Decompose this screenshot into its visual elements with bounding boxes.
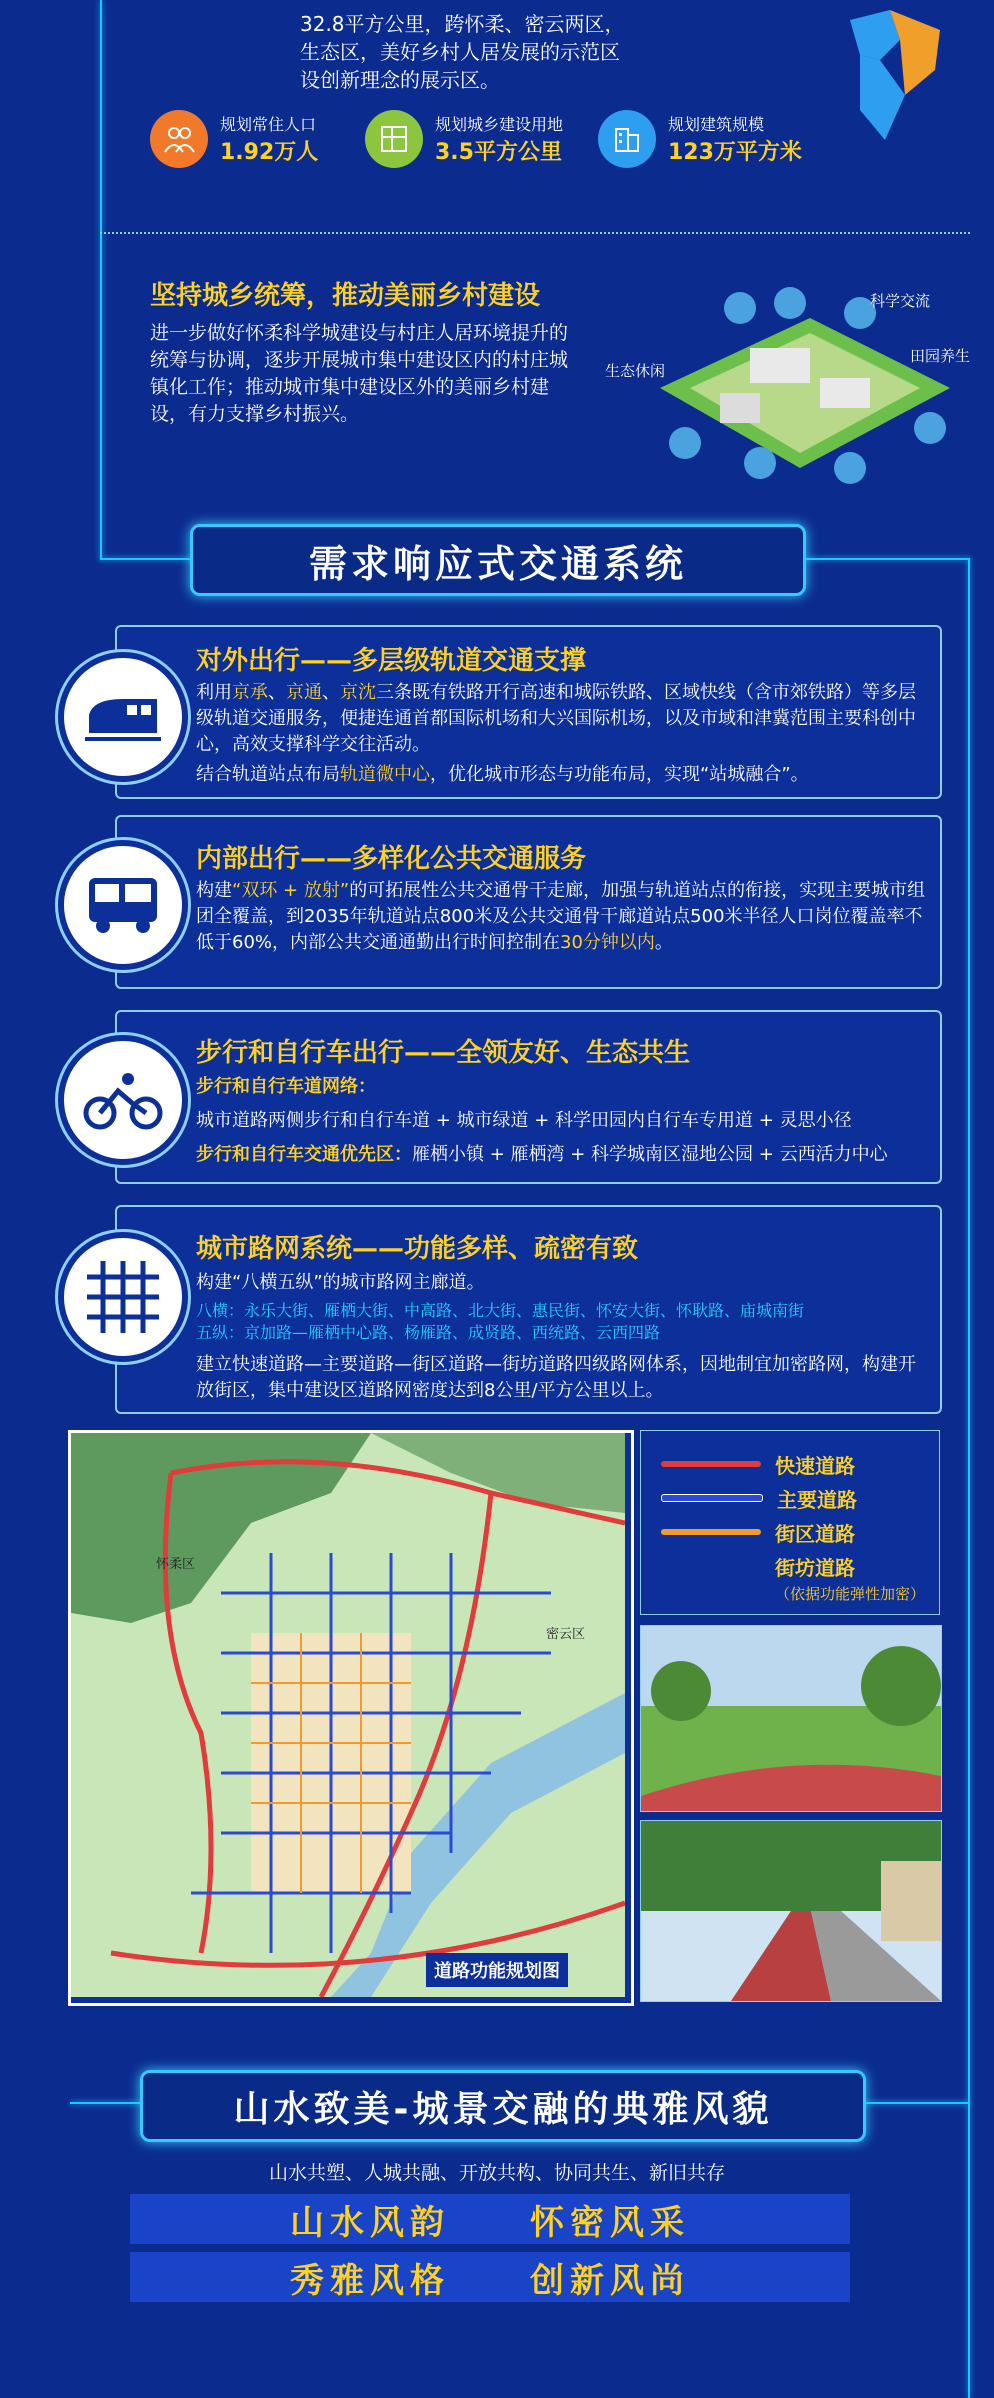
legend-item-expressway [661,1447,939,1481]
legend-label: 街坊道路 [775,1555,855,1580]
card3-line2 [196,1140,936,1166]
road-map-graphic [71,1433,625,1997]
legend-swatch [661,1563,761,1569]
highlight: 京通 [286,682,322,703]
stat-building [598,110,802,168]
building-icon [598,110,656,168]
connector-line [800,558,970,560]
section-banner-landscape: 山水致美-城景交融的典雅风貌 [140,2070,866,2142]
card3-sub1: 步行和自行车道网络： [196,1076,376,1097]
section-banner-transport: 需求响应式交通系统 [190,524,806,596]
legend-note: （依据功能弹性加密） [775,1585,926,1603]
legend-swatch [661,1494,763,1502]
train-icon [58,652,188,782]
diagram-label: 田园养生 [910,347,971,365]
stat-land [365,110,563,168]
card1-body2 [196,762,926,788]
text: 利用 [196,682,232,703]
card4-horizontal [196,1300,936,1322]
legend-item-district-road [661,1515,939,1549]
card4-vertical [196,1322,936,1344]
highlight: “双环 + 放射” [232,880,350,901]
subheading: 步行和自行车交通优先区： [196,1144,412,1165]
highlight: 轨道微中心 [340,764,430,785]
rural-body: 进一步做好怀柔科学城建设与村庄人居环境提升的统筹与协调，逐步开展城市集中建设区内的村庄城镇化工作；推动城市集中建设区外的美丽乡村建设，有力支撑乡村振兴。 [150,322,569,425]
stat-label: 规划常住人口 [220,115,317,134]
text: 三条既有铁路开行高速和城际铁路、区域快线（含市郊铁路）等多层级轨道交通服务，便捷连通首都国际机场和大兴国际机场，以及市域和津冀范围主要科创中心，高效支撑科学交往活动。 [196,682,916,755]
region-map-thumbnail [830,0,950,150]
map-legend [640,1430,940,1615]
road-map [68,1430,634,2006]
photo-bike-lane [640,1820,942,2002]
card2-title: 内部出行——多样化公共交通服务 [196,844,587,874]
rural-title: 坚持城乡统筹，推动美丽乡村建设 [150,281,541,311]
highlight: 京承 [232,682,268,703]
stat-value: 123万平方米 [668,140,802,165]
stat-value: 1.92万人 [220,140,319,165]
map-caption: 道路功能规划图 [426,1953,568,1987]
land-plan-icon [365,110,423,168]
highlight: 京沈 [340,682,376,703]
legend-item-main-road [661,1481,939,1515]
legend-swatch [661,1461,761,1467]
text: 的可拓展性公共交通骨干走廊，加强与轨道站点的衔接，实现主要城市组团全覆盖，到2035年轨道站点800米及公共交通骨干廊道站点500米半径人口岗位覆盖率不低于60%，内部公共交通通勤出行时间控制在 [196,880,926,953]
connector-line [70,2102,150,2104]
stat-population [150,110,318,168]
bicycle-icon [58,1035,188,1165]
label: 八横： [196,1301,245,1320]
timeline-left [100,0,102,560]
highlight: 30分钟以内 [560,932,655,953]
legend-label: 街区道路 [775,1521,855,1546]
card4-title: 城市路网系统——功能多样、疏密有致 [196,1234,639,1264]
card2-body [196,878,926,956]
legend-item-block-road [661,1549,939,1583]
dotted-divider [100,232,970,234]
card3-line1: 城市道路两侧步行和自行车道 + 城市绿道 + 科学田园内自行车专用道 + 灵思小径 [196,1110,852,1131]
grid-network-icon [58,1232,188,1362]
text: 。 [654,932,673,953]
stat-label: 规划建筑规模 [668,115,765,134]
text: 京加路—雁栖中心路、杨雁路、成贤路、西统路、云西四路 [244,1323,661,1342]
legend-label: 主要道路 [777,1487,857,1512]
bus-icon [58,840,188,970]
stat-label: 规划城乡建设用地 [435,115,564,134]
connector-line [100,558,200,560]
legend-label: 快速道路 [775,1453,855,1478]
theme-pill-2: 秀雅风格 创新风尚 [130,2252,850,2302]
connector-line [850,2102,970,2104]
map-label: 密云区 [546,1627,586,1642]
label: 五纵： [196,1323,245,1342]
diagram-label: 生态休闲 [605,362,666,380]
theme-pill-1: 山水风韵 怀密风采 [130,2194,850,2244]
intro-text [300,10,720,94]
text: ，优化城市形态与功能布局，实现“站城融合”。 [430,764,809,785]
text: 构建 [196,880,232,901]
stat-value: 3.5平方公里 [435,140,562,165]
intro-line-2: 生态区，美好乡村人居发展的示范区 [300,40,620,64]
diagram-label: 科学交流 [870,292,931,310]
people-icon [150,110,208,168]
text: 结合轨道站点布局 [196,764,340,785]
connector-line [968,558,970,2398]
card1-body: 利用京承、京通、京沈三条既有铁路开行高速和城际铁路、区域快线（含市郊铁路）等多层级轨道交通服务，便捷连通首都国际机场和大兴国际机场，以及市域和津冀范围主要科创中心，高效支撑科学交往活动。 [196,682,916,755]
text: 永乐大街、雁栖大街、中高路、北大街、惠民街、怀安大街、怀耿路、庙城南街 [244,1301,805,1320]
photo-greenway [640,1625,942,1812]
card4-line3: 建立快速道路—主要道路—街区道路—街坊道路四级路网体系，因地制宜加密路网，构建开放街区，集中建设区道路网密度达到8公里/平方公里以上。 [196,1354,916,1401]
legend-swatch [661,1529,761,1535]
card1-title: 对外出行——多层级轨道交通支撑 [196,646,587,676]
map-label: 怀柔区 [156,1557,196,1572]
section2-subtitle: 山水共塑、人城共融、开放共构、协同共生、新旧共存 [268,2162,725,2184]
intro-line-3: 设创新理念的展示区。 [300,68,500,92]
text: 雁栖小镇 + 雁栖湾 + 科学城南区湿地公园 + 云西活力中心 [412,1144,888,1165]
card3-title: 步行和自行车出行——全领友好、生态共生 [196,1038,691,1068]
intro-line-1: 32.8平方公里，跨怀柔、密云两区， [300,12,625,36]
card4-line0: 构建“八横五纵”的城市路网主廊道。 [196,1272,485,1293]
